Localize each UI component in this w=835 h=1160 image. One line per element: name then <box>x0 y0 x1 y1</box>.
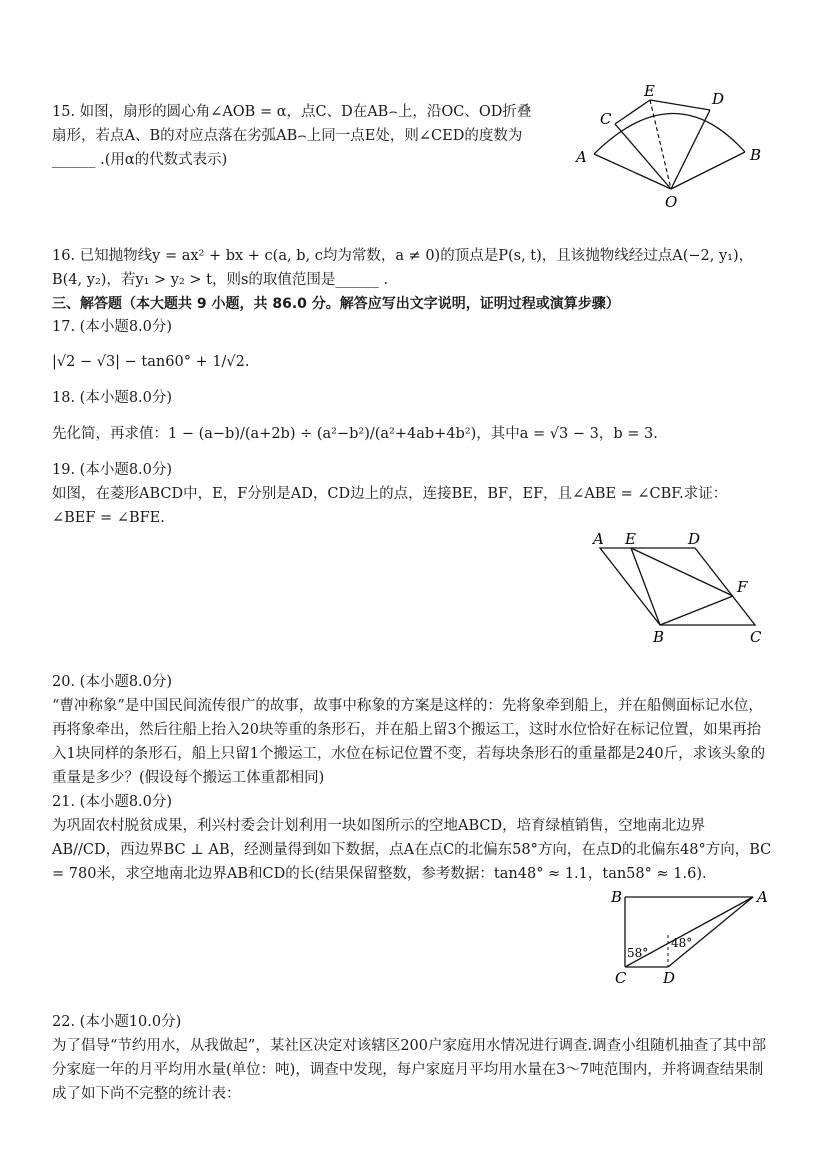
label-E: E <box>625 530 636 548</box>
q17-title: 17. (本小题8.0分) <box>52 319 173 335</box>
label-O: O <box>665 193 678 211</box>
section-header: 三、解答题（本大题共 9 小题，共 86.0 分。解答应写出文字说明，证明过程或演算步骤） <box>52 296 620 312</box>
q22-body: 为了倡导“节约用水，从我做起”，某社区决定对该辖区200户家庭用水情况进行调查.调查小组随机抽查了其中部分家庭一年的月平均用水量(单位：吨)，调查中发现，每户家庭月平均用水量在3～7吨范围内，并将调查结果制成了如下尚不完整的统计表： <box>52 1038 767 1102</box>
q17-expression: |√2 − √3| − tan60° + 1/√2. <box>52 354 250 370</box>
q16-line1: 16. 已知抛物线y = ax² + bx + c(a, b, c均为常数，a ≠ 0)的顶点是P(s, t)，且该抛物线经过点A(−2, y₁)， <box>52 248 754 264</box>
label-F: F <box>737 578 748 596</box>
angle-58: 58° <box>627 946 649 960</box>
label-D: D <box>688 530 701 548</box>
label-A: A <box>593 530 604 548</box>
q18-title: 18. (本小题8.0分) <box>52 390 173 406</box>
label-B: B <box>611 888 623 906</box>
field-figure <box>605 885 775 990</box>
label-C: C <box>750 628 762 645</box>
q21-body: 为巩固农村脱贫成果，利兴村委会计划利用一块如图所示的空地ABCD，培育绿植销售，空地南北边界AB//CD，西边界BC ⊥ AB，经测量得到如下数据，点A在点C的北偏东58°方向，在点D的北偏东48°方向，BC = 780米，求空地南北边界AB和CD的长(结果保留整数，参考数据：tan48° ≈ 1.1，tan58° ≈ 1.6). <box>52 818 772 882</box>
q20-body: “曹冲称象”是中国民间流传很广的故事，故事中称象的方案是这样的：先将象牵到船上，并在船侧面标记水位，再将象牵出，然后往船上抬入20块等重的条形石，并在船上留3个搬运工，这时水位恰好在标记位置，如果再抬入1块同样的条形石，船上只留1个搬运工，水位在标记位置不变，若每块条形石的重量都是240斤，求该头象的重量是多少？(假设每个搬运工体重都相同) <box>52 698 766 786</box>
q19-line2: ∠BEF = ∠BFE. <box>52 510 165 526</box>
angle-48: 48° <box>671 936 693 950</box>
label-A: A <box>576 148 587 166</box>
label-D: D <box>663 969 676 987</box>
rhombus-figure <box>585 530 775 645</box>
q16-line2: B(4, y₂)，若y₁ > y₂ > t，则s的取值范围是______ . <box>52 272 389 288</box>
q19-title: 19. (本小题8.0分) <box>52 462 173 478</box>
label-B: B <box>653 628 665 645</box>
q21-title: 21. (本小题8.0分) <box>52 794 173 810</box>
label-E: E <box>644 82 655 100</box>
q18-expression: 先化简，再求值：1 − (a−b)/(a+2b) ÷ (a²−b²)/(a²+4ab+4b²)，其中a = √3 − 3，b = 3. <box>52 426 658 442</box>
q20-title: 20. (本小题8.0分) <box>52 674 173 690</box>
q22-title: 22. (本小题10.0分) <box>52 1014 182 1030</box>
q19-line1: 如图，在菱形ABCD中，E，F分别是AD，CD边上的点，连接BE，BF，EF，且∠ABE = ∠CBF.求证： <box>52 486 728 502</box>
label-C: C <box>600 110 612 128</box>
label-A: A <box>757 888 768 906</box>
label-C: C <box>615 969 627 987</box>
sector-figure <box>570 82 780 212</box>
q15-line3: ______ .(用α的代数式表示) <box>52 152 228 168</box>
label-D: D <box>712 90 725 108</box>
q15-line2: 扇形，若点A、B的对应点落在劣弧AB⌢上同一点E处，则∠CED的度数为 <box>52 128 523 144</box>
q15-line1: 15. 如图，扇形的圆心角∠AOB = α，点C、D在AB⌢上，沿OC、OD折叠 <box>52 104 532 120</box>
label-B: B <box>750 146 762 164</box>
